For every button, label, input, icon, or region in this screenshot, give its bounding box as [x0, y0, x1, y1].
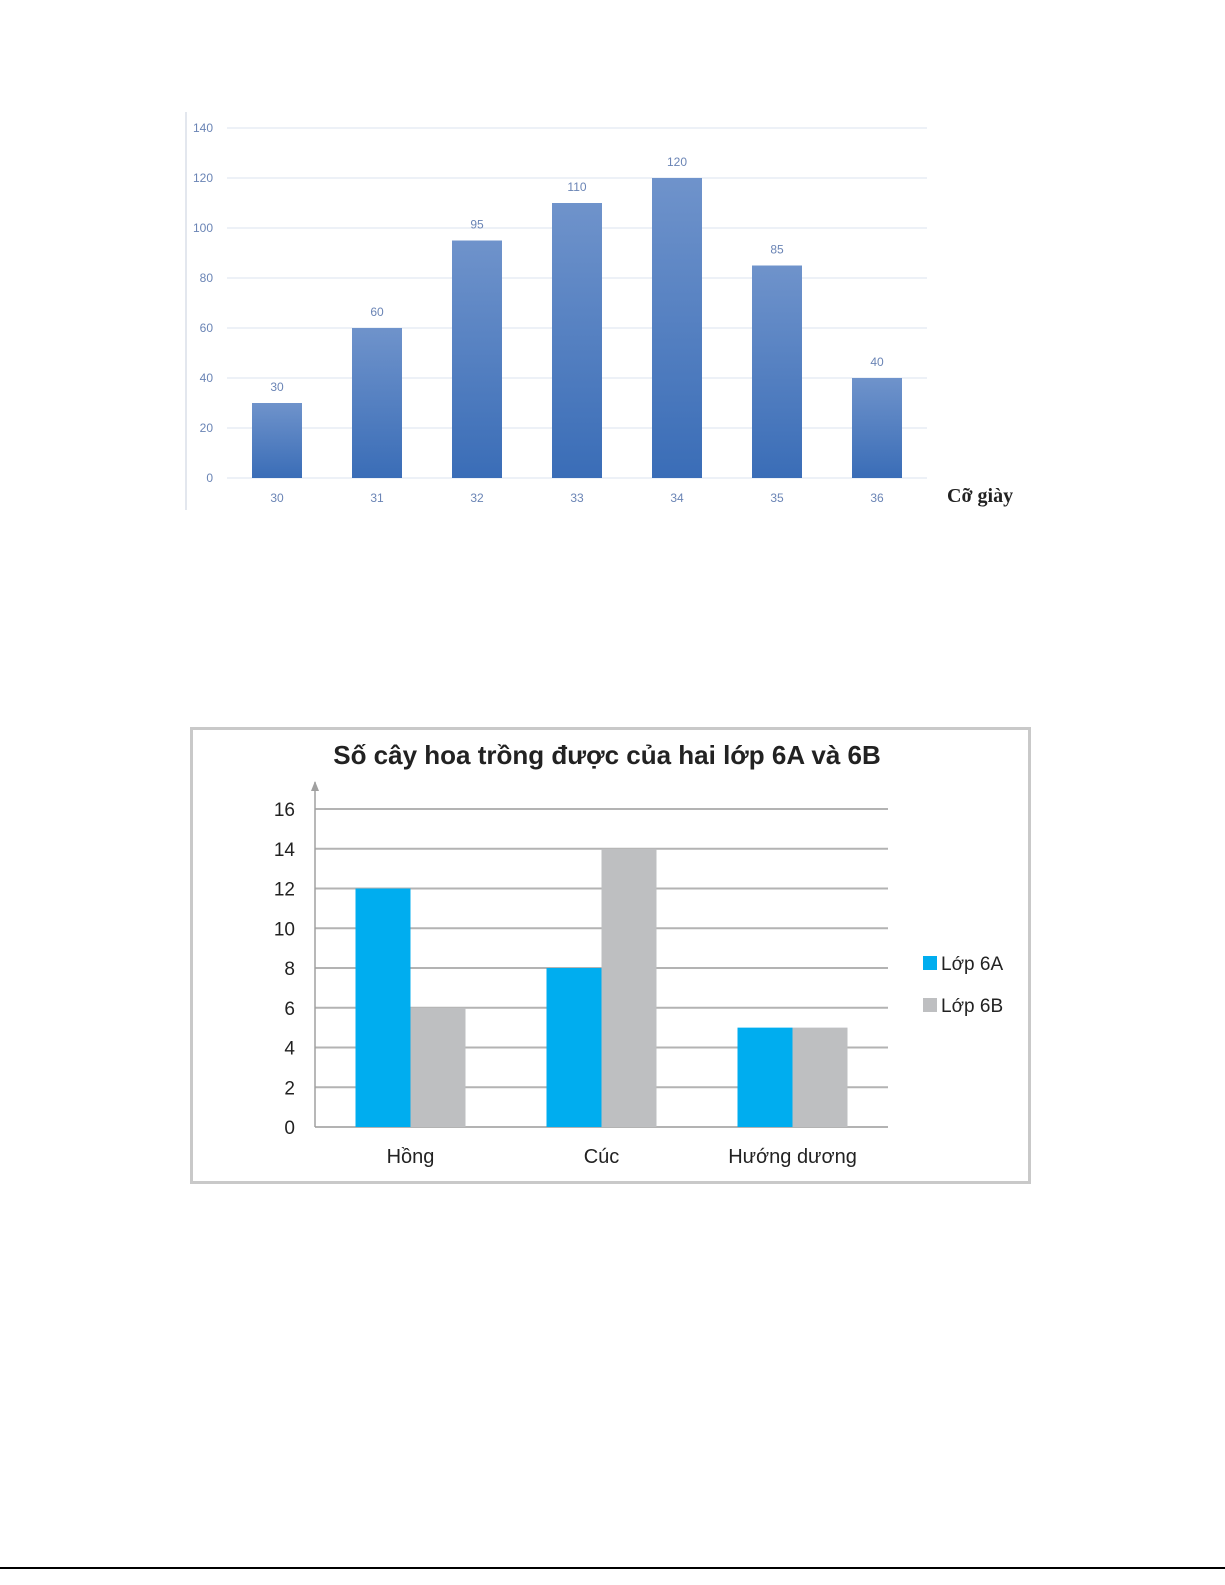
chart1-x-tick-label: 32 — [470, 491, 484, 505]
chart1-x-tick-label: 33 — [570, 491, 584, 505]
chart1-x-tick-label: 36 — [870, 491, 884, 505]
chart2-bars — [356, 849, 848, 1127]
chart2-y-tick-label: 0 — [284, 1118, 295, 1139]
page-bottom-rule — [0, 1567, 1225, 1569]
chart1-x-tick-label: 35 — [770, 491, 784, 505]
chart2-bar-lop-6b — [411, 1008, 466, 1127]
chart2-y-tick-label: 2 — [284, 1078, 295, 1100]
chart2-x-tick-label: Hồng — [386, 1146, 435, 1168]
chart1-y-tick-label: 60 — [199, 321, 213, 335]
chart1-y-tick-label: 120 — [192, 171, 213, 185]
chart1-data-label: 30 — [270, 380, 284, 394]
chart2-bar-lop-6b — [602, 849, 657, 1127]
chart2-y-tick-label: 12 — [273, 879, 295, 901]
chart2-y-tick-label: 6 — [284, 998, 295, 1020]
chart2-bar-lop-6a — [356, 889, 411, 1128]
chart2-y-tick-label: 14 — [273, 839, 295, 861]
chart2-legend-label: Lớp 6B — [941, 996, 1004, 1017]
chart2-y-tick-label: 8 — [284, 959, 295, 980]
chart1-x-tick-label: 30 — [270, 491, 284, 505]
chart2-y-tick-label: 10 — [273, 919, 295, 941]
chart1-x-axis-label: Cỡ giày — [947, 485, 1014, 507]
chart1-y-tick-label: 40 — [199, 371, 213, 385]
chart1-data-label: 40 — [870, 355, 884, 369]
chart1-data-label: 60 — [370, 305, 384, 319]
chart2-legend-label: Lớp 6A — [941, 954, 1004, 975]
chart1-y-tick-label: 140 — [192, 121, 213, 135]
chart2-y-axis-arrow — [311, 781, 319, 791]
chart1-y-tick-label: 20 — [199, 421, 213, 435]
chart2-bar-lop-6a — [547, 968, 602, 1127]
chart2-bar-lop-6a — [738, 1028, 793, 1127]
chart2-legend — [923, 954, 1003, 1017]
chart2-bar-lop-6b — [793, 1028, 848, 1127]
chart1-x-tick-label: 31 — [370, 491, 384, 505]
chart2-legend-swatch — [923, 998, 937, 1012]
chart1-data-label: 95 — [470, 217, 484, 232]
chart2-axes — [311, 781, 319, 1127]
chart2-legend-swatch — [923, 956, 937, 970]
chart2-x-tick-label: Cúc — [583, 1146, 620, 1168]
chart2-y-tick-label: 4 — [284, 1038, 295, 1060]
chart2-y-tick-label: 16 — [273, 800, 295, 821]
chart1-y-tick-label: 80 — [199, 271, 213, 285]
chart1-y-tick-label: 0 — [206, 471, 213, 485]
chart1-data-label: 120 — [666, 155, 688, 169]
chart1-x-tick-label: 34 — [670, 491, 684, 505]
chart2-title: Số cây hoa trồng được của hai lớp 6A và 6B — [333, 740, 881, 770]
chart1-data-label: 85 — [770, 242, 784, 257]
chart2-x-tick-label: Hướng dương — [728, 1146, 857, 1168]
chart1-data-label: 110 — [567, 180, 587, 194]
chart1-y-tick-label: 100 — [192, 221, 213, 235]
